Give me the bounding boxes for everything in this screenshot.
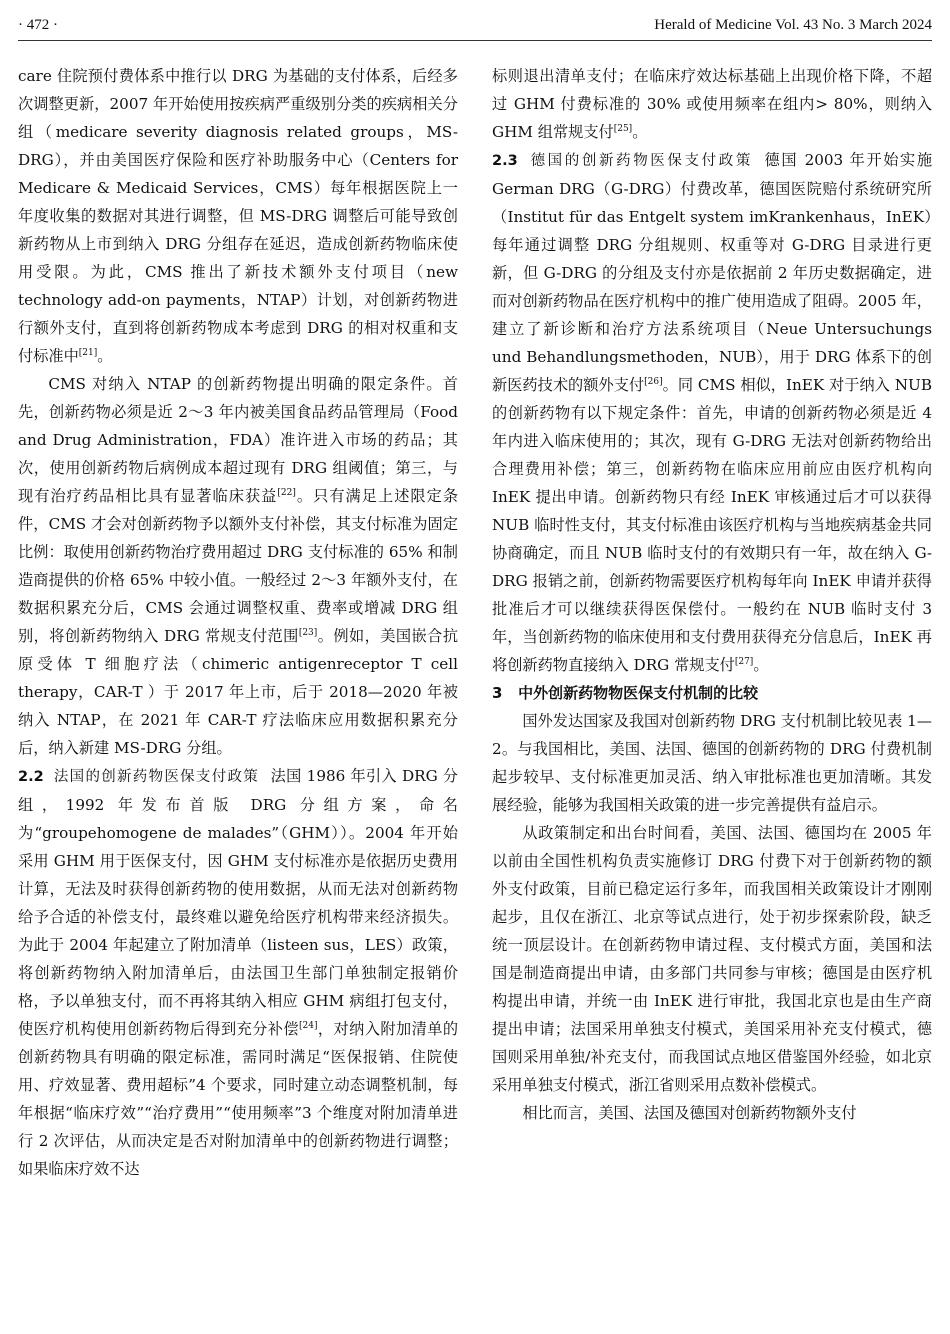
citation-ref[interactable]: [27] (734, 656, 754, 667)
paragraph-cms-ntap: CMS 对纳入 NTAP 的创新药物提出明确的限定条件。首先，创新药物必须是近 2～3 年内被美国食品药品管理局（Food and Drug Administration，FDA）准许进入市场的药品；其次，使用创新药物后病例成本超过现有 DRG 组阈值；第三，与现有治疗药品相比具有显著临床获益[22]。只有满足上述限定条件，CMS 才会对创新药物予以额外支付补偿，其支付标准为固定比例：取使用创新药物治疗费用超过 DRG 支付标准的 65% 和制造商提供的价格 65% 中较小值。一般经过 2～3 年额外支付，在数据积累充分后，CMS 会通过调整权重、费率或增减 DRG 组别，将创新药物纳入 DRG 常规支付范围[23]。例如，美国嵌合抗原受体 T 细胞疗法（chimeric antigenreceptor T cell therapy，CAR-T ）于 2017 年上市，后于 2018—2020 年被纳入 NTAP，在 2021 年 CAR-T 疗法临床应用数据积累充分后，纳入新建 MS-DRG 分组。 (18, 375, 459, 757)
paragraph-france-cont: 标则退出清单支付；在临床疗效达标基础上出现价格下降，不超过 GHM 付费标准的 30% 或使用频率在组内> 80%，则纳入 GHM 组常规支付[25]。 (492, 67, 932, 141)
citation-ref[interactable]: [22] (277, 487, 296, 498)
section-title: 法国的创新药物医保支付政策 (53, 769, 260, 785)
section-number: 2.2 (18, 769, 44, 785)
running-header (18, 10, 932, 41)
citation-ref[interactable]: [26] (644, 376, 663, 387)
paragraph-summary-start: 相比而言，美国、法国及德国对创新药物额外支付 (522, 1104, 857, 1122)
section-number: 2.3 (492, 153, 518, 169)
citation-ref[interactable]: [23] (298, 627, 318, 638)
section-2-3: 2.3 德国的创新药物医保支付政策 德国 2003 年开始实施 German DRG（G-DRG）付费改革，德国医院赔付系统研究所（Institut für das Entgelt system imKrankenhaus，InEK）每年通过调整 DRG 分组规则、权重等对 G-DRG 目录进行更新，但 G-DRG 的分组及支付亦是依据前 2 年历史数据确定，进而对创新药物品在医疗机构中的推广使用造成了阻碍。2005 年，建立了新诊断和治疗方法系统项目（Neue Untersuchungs und Behandlungsmethoden，NUB），用于 DRG 体系下的创新医药技术的额外支付[26]。同 CMS 相似，InEK 对于纳入 NUB 的创新药物有以下规定条件：首先，申请的创新药物必须是近 4 年内进入临床使用的；其次，现有 G-DRG 无法对创新药物给出合理费用补偿；第三，创新药物在临床应用前应由医疗机构向 InEK 提出申请。创新药物只有经 InEK 审核通过后才可以获得 NUB 临时性支付，其支付标准由该医疗机构与当地疾病基金共同协商确定，而且 NUB 临时支付的有效期只有一年，故在纳入 G-DRG 报销之前，创新药物需要医疗机构每年向 InEK 申请并获得批准后才可以继续获得医保偿付。一般约在 NUB 临时支付 3 年，当创新药物的临床使用和支付费用获得充分信息后，InEK 再将创新药物直接纳入 DRG 常规支付[27]。 (492, 151, 933, 674)
page-number: · 472 · (18, 16, 58, 33)
paragraph-policy-timeline: 从政策制定和出台时间看，美国、法国、德国均在 2005 年以前由全国性机构负责实施修订 DRG 付费下对于创新药物的额外支付政策，目前已稳定运行多年，而我国相关政策设计才刚刚起步，且仅在浙江、北京等试点进行，处于初步探索阶段，缺乏统一顶层设计。在创新药物申请过程、支付模式方面，美国和法国是制造商提出申请，由多部门共同参与审核；德国是由医疗机构提出申请，并统一由 InEK 进行审批，我国北京也是由生产商提出申请；法国采用单独支付模式，美国采用补充支付模式，德国则采用单独/补充支付，而我国试点地区借鉴国外经验，如北京采用单独支付模式，浙江省则采用点数补偿模式。 (492, 824, 932, 1094)
left-column (18, 62, 458, 1183)
citation-ref[interactable]: [25] (613, 123, 633, 134)
right-column (492, 62, 932, 1127)
paragraph-us-drg: care 住院预付费体系中推行以 DRG 为基础的支付体系，后经多次调整更新，2007 年开始使用按疾病严重级别分类的疾病相关分组（medicare severity diagnosis related groups，MS-DRG），并由美国医疗保险和医疗补助服务中心（Centers for Medicare & Medicaid Services，CMS）每年根据医院上一年度收集的数据对其进行调整，但 MS-DRG 调整后可能导致创新药物从上市到纳入 DRG 分组存在延迟，造成创新药物临床使用受限。为此，CMS 推出了新技术额外支付项目（new technology add-on payments，NTAP）计划，对创新药物进行额外支付，直到将创新药物成本考虑到 DRG 的相对权重和支付标准中[21]。 (18, 67, 458, 365)
journal-citation: Herald of Medicine Vol. 43 No. 3 March 2024 (654, 16, 932, 33)
section-2-2: 2.2 法国的创新药物医保支付政策 法国 1986 年引入 DRG 分组，1992 年发布首版 DRG 分组方案，命名为“groupehomogene de malades”（GHM））。2004 年开始采用 GHM 用于医保支付，因 GHM 支付标准亦是依据历史费用计算，无法及时获得创新药物的使用数据，从而无法对创新药物给予合适的补偿支付，最终难以避免给医疗机构带来经济损失。为此于 2004 年起建立了附加清单（listeen sus，LES）政策，将创新药物纳入附加清单后，由法国卫生部门单独制定报销价格，予以单独支付，而不再将其纳入相应 GHM 病组打包支付，使医疗机构使用创新药物后得到充分补偿[24]，对纳入附加清单的创新药物具有明确的限定标准，需同时满足“医保报销、住院使用、疗效显著、费用超标”4 个要求，同时建立动态调整机制，每年根据“临床疗效”“治疗费用”“使用频率”3 个维度对附加清单进行 2 次评估，从而决定是否对附加清单中的创新药物进行调整；如果临床疗效不达 (18, 767, 459, 1178)
paragraph-comparison: 国外发达国家及我国对创新药物 DRG 支付机制比较见表 1—2。与我国相比，美国、法国、德国的创新药物的 DRG 付费机制起步较早、支付标准更加灵活、纳入审批标准也更加清晰。其发展经验，能够为我国相关政策的进一步完善提供有益启示。 (492, 712, 932, 814)
citation-ref[interactable]: [24] (299, 1020, 318, 1031)
section-3-heading: 3 中外创新药物物医保支付机制的比较 (492, 684, 759, 702)
citation-ref[interactable]: [21] (78, 347, 98, 358)
section-title: 德国的创新药物医保支付政策 (530, 153, 753, 169)
